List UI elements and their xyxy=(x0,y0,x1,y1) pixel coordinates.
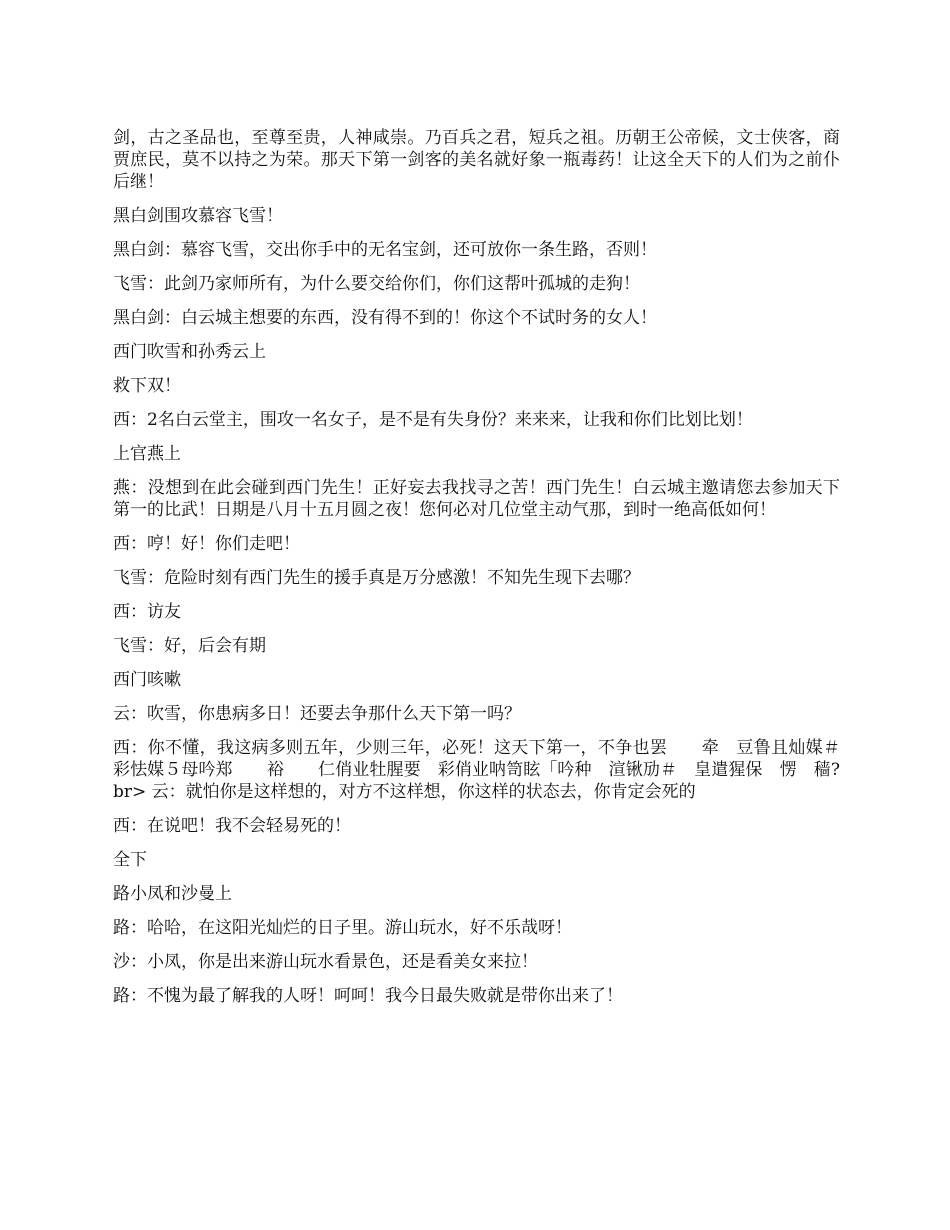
paragraph-dialogue: 西：访友 xyxy=(113,602,181,622)
paragraph-stage-direction: 西门咳嗽 xyxy=(113,670,181,690)
paragraph-dialogue: 燕：没想到在此会碰到西门先生！正好妄去我找寻之苦！西门先生！白云城主邀请您去参加天下第一的比武！日期是八月十五月圆之夜！您何必对几位堂主动气那，到时一绝高低如何！ xyxy=(113,478,840,520)
paragraph-dialogue: 沙：小凤，你是出来游山玩水看景色，还是看美女来拉！ xyxy=(113,952,538,972)
paragraph-dialogue: 西：2名白云堂主，围攻一名女子，是不是有失身份？来来来，让我和你们比划比划！ xyxy=(113,410,753,430)
paragraph-dialogue: 路：哈哈，在这阳光灿烂的日子里。游山玩水，好不乐哉呀！ xyxy=(113,918,572,938)
document-page xyxy=(113,127,857,1019)
paragraph-stage-direction: 上官燕上 xyxy=(113,444,181,464)
paragraph-intro: 剑，古之圣品也，至尊至贵，人神咸崇。乃百兵之君，短兵之祖。历朝王公帝候，文士侠客，商贾庶民，莫不以持之为荣。那天下第一剑客的美名就好象一瓶毒药！让这全天下的人们为之前仆后继！ xyxy=(113,128,840,192)
paragraph-stage-direction: 全下 xyxy=(113,850,147,870)
paragraph-stage-direction: 救下双！ xyxy=(113,376,181,396)
paragraph-dialogue: 飞雪：好，后会有期 xyxy=(113,636,266,656)
paragraph-dialogue: 飞雪：此剑乃家师所有，为什么要交给你们，你们这帮叶孤城的走狗！ xyxy=(113,274,640,294)
paragraph-dialogue: 黑白剑：白云城主想要的东西，没有得不到的！你这个不试时务的女人！ xyxy=(113,308,657,328)
paragraph-dialogue: 西：在说吧！我不会轻易死的！ xyxy=(113,816,351,836)
paragraph-stage-direction: 黑白剑围攻慕容飞雪！ xyxy=(113,206,283,226)
paragraph-stage-direction: 路小凤和沙曼上 xyxy=(113,884,232,904)
paragraph-stage-direction: 西门吹雪和孙秀云上 xyxy=(113,342,266,362)
paragraph-dialogue: 飞雪：危险时刻有西门先生的援手真是万分感激！不知先生现下去哪？ xyxy=(113,568,640,588)
paragraph-dialogue: 云：吹雪，你患病多日！还要去争那什么天下第一吗？ xyxy=(113,704,521,724)
paragraph-dialogue: 路：不愧为最了解我的人呀！呵呵！我今日最失败就是带你出来了！ xyxy=(113,986,623,1006)
paragraph-dialogue: 黑白剑：慕容飞雪，交出你手中的无名宝剑，还可放你一条生路，否则！ xyxy=(113,240,657,260)
paragraph-dialogue: 西：哼！好！你们走吧！ xyxy=(113,534,300,554)
paragraph-dialogue: 西：你不懂，我这病多则五年，少则三年，必死！这天下第一，不争也罢 牵 豆鲁且灿媒＃ 彩怯媒５母吟郑 裕 仁俏业牡腥要 彩俏业呐笥眩「吟种 渲锹劢＃ 皇遣猩保 愣 穑?br> 云：就怕你是这样想的，对方不这样想，你这样的状态去，你肯定会死的 xyxy=(113,738,857,802)
